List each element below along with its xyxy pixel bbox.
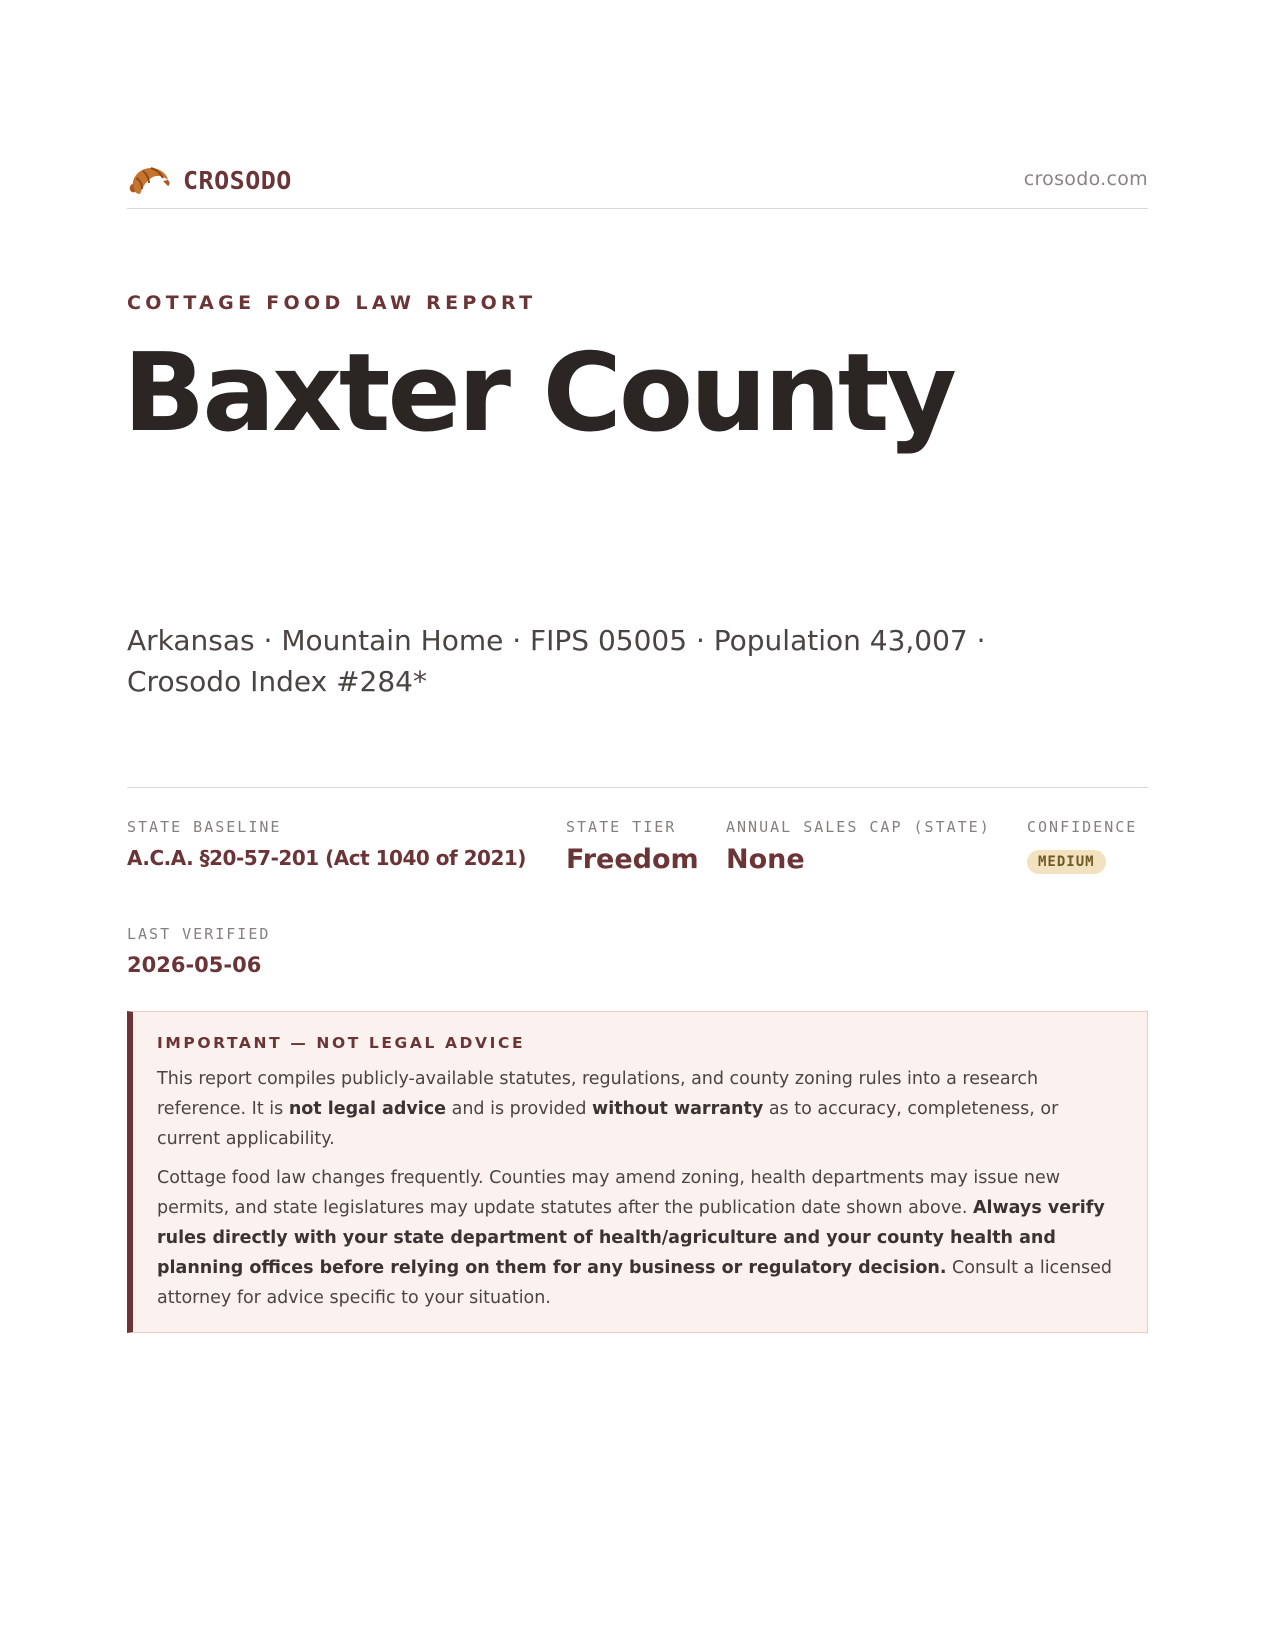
fact-last-verified (127, 925, 270, 977)
croissant-icon (127, 162, 171, 198)
fact-label: CONFIDENCE (1027, 818, 1138, 836)
notice-heading: IMPORTANT — NOT LEGAL ADVICE (157, 1034, 526, 1052)
fact-value: Freedom (566, 844, 699, 875)
fact-annual-sales-cap (726, 818, 991, 875)
report-page (123, 0, 1148, 1650)
page-header (127, 158, 1148, 209)
notice-text: and is provided (446, 1099, 593, 1119)
notice-text: Cottage food law changes frequently. Counties may amend zoning, health departments may issue new permits, and state legislatures may update statutes after the publication date shown above. (157, 1168, 1061, 1218)
notice-emphasis: without warranty (592, 1099, 764, 1119)
brand-name: CROSODO (183, 165, 292, 195)
fact-state-tier (566, 818, 699, 875)
legal-notice (127, 1011, 1148, 1333)
notice-emphasis: Always verify rules directly with your state department of health/agriculture and your county health and planning offices before relying on them for any business or regulatory decision. (157, 1198, 1105, 1278)
notice-text: as to accuracy, completeness, or current applicability. (157, 1099, 1059, 1149)
report-subtitle: Arkansas · Mountain Home · FIPS 05005 · Population 43,007 · Crosodo Index #284* (127, 624, 986, 698)
notice-text: Consult a licensed attorney for advice specific to your situation. (157, 1258, 1113, 1308)
confidence-badge: MEDIUM (1027, 850, 1106, 874)
brand (127, 162, 292, 198)
fact-label: LAST VERIFIED (127, 925, 271, 943)
fact-value: A.C.A. §20-57-201 (Act 1040 of 2021) (127, 846, 526, 870)
fact-confidence (1027, 818, 1137, 874)
report-eyebrow: COTTAGE FOOD LAW REPORT (127, 292, 537, 314)
notice-paragraph (157, 1064, 1123, 1154)
fact-value: None (726, 844, 805, 875)
fact-label: STATE TIER (566, 818, 677, 836)
notice-paragraph (157, 1163, 1123, 1313)
section-divider (127, 787, 1148, 788)
fact-label: ANNUAL SALES CAP (STATE) (726, 818, 991, 836)
site-link[interactable]: crosodo.com (1023, 168, 1148, 190)
fact-value: 2026-05-06 (127, 953, 262, 977)
fact-label: STATE BASELINE (127, 818, 282, 836)
fact-state-baseline (127, 818, 526, 870)
notice-text: This report compiles publicly-available statutes, regulations, and county zoning rules into a research reference. It is (157, 1069, 1039, 1119)
page-title: Baxter County (123, 331, 954, 456)
notice-emphasis: not legal advice (288, 1099, 447, 1119)
